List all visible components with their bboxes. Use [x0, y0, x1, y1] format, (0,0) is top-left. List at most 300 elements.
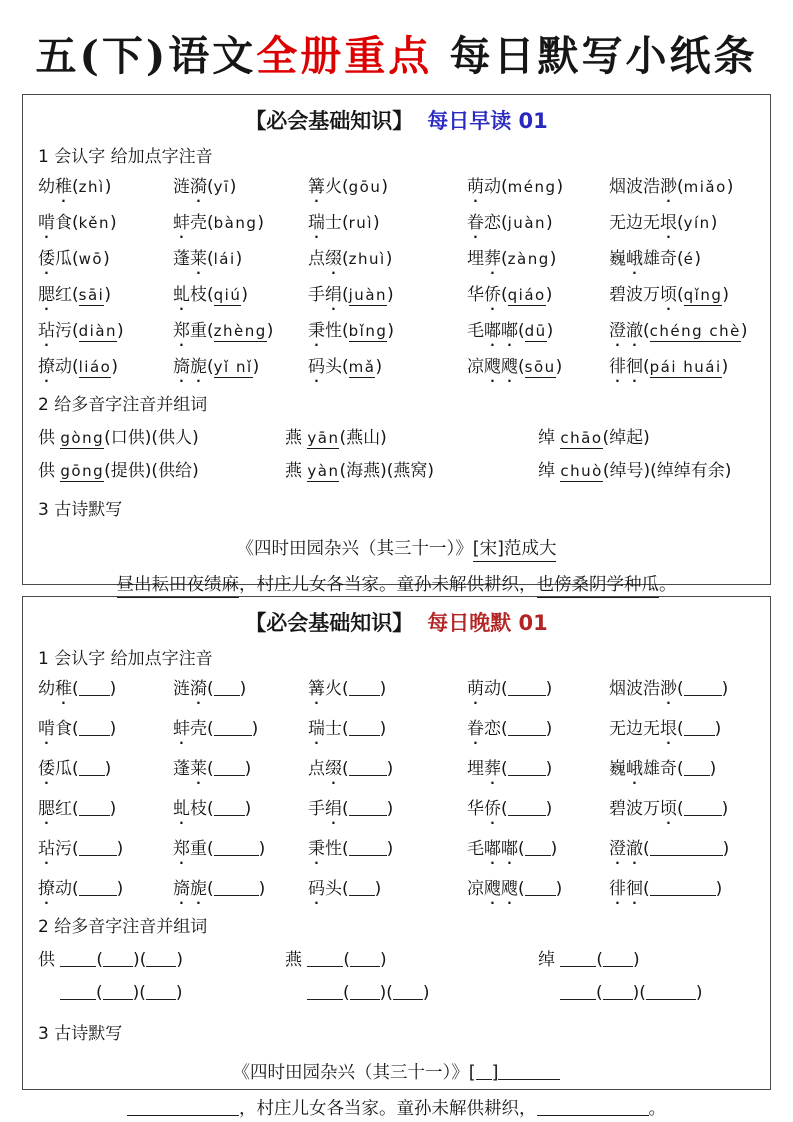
word-text: [308, 799, 342, 819]
polyphone-word: 绰绰有余: [656, 461, 725, 482]
dotted-char: 玷: [38, 838, 55, 859]
answer-blank: [684, 719, 715, 736]
pinyin-answer: zàng: [507, 249, 550, 268]
answer-blank: [525, 879, 556, 896]
char: 毛: [467, 838, 484, 859]
word-item: 澄澈(chéng chè): [609, 320, 748, 341]
dotted-char: 澈: [626, 838, 643, 859]
dotted-char: 飕: [484, 878, 501, 899]
polyphone-word: 供人: [158, 428, 193, 449]
word-text: [38, 879, 72, 899]
char: 无: [643, 719, 660, 740]
char: 雄: [643, 248, 660, 269]
char: 红: [55, 284, 72, 305]
char: 埋: [467, 248, 484, 269]
dotted-char: 徘: [609, 356, 626, 377]
char: 恋: [484, 719, 501, 740]
word-item: 旖旎( ): [173, 878, 266, 899]
word-item: 倭瓜( ): [38, 758, 112, 779]
answer-blank: [214, 879, 259, 896]
poem-author-bracket-blank: [ ]: [468, 1062, 499, 1083]
pinyin-answer: miǎo: [683, 178, 727, 197]
word-item: 撩动(liáo): [38, 356, 118, 377]
pinyin-answer: é: [683, 249, 695, 268]
pinyin-answer: bàng: [213, 214, 258, 233]
polyphone-line: ( )( ): [285, 977, 538, 1010]
dotted-char: 垠: [660, 213, 677, 234]
answer-blank: [214, 839, 259, 856]
dotted-char: 稚: [55, 679, 72, 700]
polyphone-line: 绰 chāo(绰起): [538, 428, 650, 449]
answer-blank: [525, 839, 551, 856]
word-text: [467, 719, 501, 739]
pinyin-answer: kěn: [78, 214, 111, 233]
word-text: [467, 285, 501, 305]
dotted-char: 嘟: [501, 838, 518, 859]
answer-blank: [650, 879, 716, 896]
word-item: 毛嘟嘟( ): [467, 838, 558, 859]
pinyin-answer: liáo: [78, 357, 112, 376]
word-text: [609, 679, 677, 699]
word-text: [38, 357, 72, 377]
word-item: 碧波万顷( ): [609, 798, 729, 819]
word-item: 眷恋(juàn): [467, 213, 553, 234]
polyphone-line: 燕 yàn(海燕)(燕窝): [285, 461, 435, 482]
char: 枝: [190, 798, 207, 819]
polyphone-line: 燕 yān(燕山): [285, 428, 387, 449]
answer-blank: [146, 950, 176, 967]
word-text: [308, 719, 342, 739]
poem-phrase: 昼出耘田夜绩麻: [117, 575, 240, 598]
char: 恋: [484, 213, 501, 234]
char: 凉: [467, 356, 484, 377]
word-text: [38, 249, 72, 269]
char: 雄: [643, 758, 660, 779]
answer-blank: [349, 719, 380, 736]
word-item: 涟漪(yī): [173, 177, 237, 198]
word-text: [38, 839, 72, 859]
answer-blank: [349, 799, 387, 816]
word-text: [609, 213, 677, 233]
word-text: [609, 321, 643, 341]
answer-blank: [650, 839, 723, 856]
word-text: [173, 839, 207, 859]
pinyin-answer: wō: [78, 249, 104, 268]
char: 波: [626, 177, 643, 198]
word-item: 啃食(kěn): [38, 213, 117, 234]
word-item: 码头( ): [308, 878, 382, 899]
polyphone-word: 燕山: [346, 428, 381, 449]
morning-poem-line: 昼出耘田夜绩麻，村庄儿女各当家。童孙未解供耕织，也傍桑阴学种瓜。: [38, 569, 755, 602]
answer-blank: [684, 759, 710, 776]
evening-section2-label: 2 给多音字注音并组词: [38, 916, 208, 937]
char: 巍: [609, 248, 626, 269]
pinyin-answer: dū: [524, 321, 547, 340]
word-text: [308, 839, 342, 859]
polyphone-char: 燕: [285, 461, 308, 482]
dotted-char: 啃: [38, 213, 55, 234]
char: 奇: [660, 758, 677, 779]
dotted-char: 漪: [190, 679, 207, 700]
word-item: 巍峨雄奇(é): [609, 248, 702, 269]
word-item: 玷污(diàn): [38, 320, 124, 341]
word-item: 萌动(méng): [467, 177, 564, 198]
word-item: 手绢(juàn): [308, 284, 394, 305]
word-text: [308, 679, 342, 699]
polyphone-char: 绰: [538, 461, 561, 482]
dotted-char: 漪: [190, 177, 207, 198]
char: 点: [308, 248, 325, 269]
dotted-char: 嘟: [484, 320, 501, 341]
word-item: 撩动( ): [38, 878, 124, 899]
char: 波: [626, 679, 643, 700]
dotted-char: 腮: [38, 284, 55, 305]
word-item: 秉性( ): [308, 838, 394, 859]
dotted-char: 萌: [467, 679, 484, 700]
word-text: [467, 679, 501, 699]
pinyin-answer: ruì: [348, 214, 373, 233]
word-item: 虬枝( ): [173, 798, 252, 819]
word-item: 毛嘟嘟(dū): [467, 320, 554, 341]
char: 奇: [660, 248, 677, 269]
dotted-char: 莱: [190, 248, 207, 269]
dotted-char: 篝: [308, 177, 325, 198]
answer-blank: [560, 950, 596, 967]
dotted-char: 缀: [325, 248, 342, 269]
word-item: 澄澈( ): [609, 838, 730, 859]
dotted-char: 倭: [38, 758, 55, 779]
char: 头: [325, 356, 342, 377]
answer-blank: [349, 879, 375, 896]
dotted-char: 峨: [626, 758, 643, 779]
word-text: [173, 879, 207, 899]
dotted-char: 秉: [308, 838, 325, 859]
polyphone-word: 提供: [110, 461, 145, 482]
pinyin-answer: zhuì: [348, 249, 386, 268]
answer-blank: [508, 799, 546, 816]
word-item: 秉性(bǐng): [308, 320, 394, 341]
morning-section3-label: 3 古诗默写: [38, 500, 123, 521]
char: 壳: [190, 213, 207, 234]
polyphone-word: 燕窝: [393, 461, 428, 482]
pinyin-answer: zhì: [78, 178, 105, 197]
page-title: [0, 0, 793, 81]
answer-blank: [127, 1099, 239, 1117]
word-item: 手绢( ): [308, 798, 394, 819]
word-item: 幼稚( ): [38, 679, 117, 700]
word-item: 华侨( ): [467, 798, 553, 819]
char: 火: [325, 177, 342, 198]
word-item: 徘徊(pái huái): [609, 356, 729, 377]
word-item: 点缀( ): [308, 758, 394, 779]
char: 波: [626, 284, 643, 305]
pinyin-answer: pái huái: [649, 357, 722, 376]
poem-title-text: 《四时田园杂兴（其三十一）》: [232, 1062, 469, 1083]
word-text: [173, 213, 207, 233]
char: 动: [55, 356, 72, 377]
evening-polyphone-grid: [38, 944, 755, 1010]
word-item: 无边无垠(yín): [609, 213, 718, 234]
dotted-char: 腮: [38, 798, 55, 819]
char: 性: [325, 320, 342, 341]
dotted-char: 渺: [660, 679, 677, 700]
word-item: 腮红(sāi): [38, 284, 111, 305]
page-title-part2: 每日默写小纸条: [432, 32, 758, 80]
word-text: [609, 285, 677, 305]
word-text: [609, 357, 643, 377]
word-text: [308, 285, 342, 305]
word-item: 倭瓜(wō): [38, 248, 110, 269]
polyphone-word: 绰起: [609, 428, 644, 449]
char: 壳: [190, 719, 207, 740]
char: 食: [55, 719, 72, 740]
dotted-char: 眷: [467, 719, 484, 740]
word-text: [467, 177, 501, 197]
word-item: 碧波万顷(qǐng): [609, 284, 729, 305]
dotted-char: 嘟: [484, 838, 501, 859]
word-item: 眷恋( ): [467, 719, 553, 740]
word-text: [173, 799, 207, 819]
word-text: [38, 719, 72, 739]
answer-blank: [103, 950, 133, 967]
dotted-char: 飕: [484, 356, 501, 377]
pinyin-answer: yī: [213, 178, 230, 197]
dotted-char: 瑞: [308, 719, 325, 740]
char: 重: [190, 320, 207, 341]
dotted-char: 虬: [173, 284, 190, 305]
word-item: 徘徊( ): [609, 878, 723, 899]
polyphone-pinyin: yān: [307, 429, 340, 448]
dotted-char: 郑: [173, 838, 190, 859]
polyphone-item: [538, 944, 755, 1010]
header-bracket: 【必会基础知识】: [245, 109, 414, 134]
evening-box-header: [38, 609, 755, 638]
char: 华: [467, 798, 484, 819]
answer-blank: [307, 983, 343, 1000]
pinyin-answer: yǐ nǐ: [213, 357, 253, 376]
polyphone-char: 绰: [538, 950, 561, 971]
word-text: [609, 177, 677, 197]
dotted-char: 撩: [38, 356, 55, 377]
evening-section3-label: 3 古诗默写: [38, 1024, 123, 1045]
answer-blank: [646, 983, 696, 1000]
char: 边: [626, 213, 643, 234]
char: 重: [190, 838, 207, 859]
dotted-char: 顷: [660, 284, 677, 305]
word-text: [609, 759, 677, 779]
morning-box: [22, 94, 771, 596]
word-text: [609, 719, 677, 739]
word-item: 郑重( ): [173, 838, 266, 859]
answer-blank: [307, 950, 343, 967]
polyphone-item: [285, 422, 538, 488]
pinyin-answer: mǎ: [348, 357, 376, 376]
char: 污: [55, 320, 72, 341]
char: 动: [484, 679, 501, 700]
morning-poem-title: [38, 534, 755, 566]
dotted-char: 渺: [660, 177, 677, 198]
evening-session-label: 每日晚默 01: [427, 611, 548, 636]
word-item: 腮红( ): [38, 798, 117, 819]
polyphone-item: [38, 944, 285, 1010]
dotted-char: 瑞: [308, 213, 325, 234]
evening-poem-title: [38, 1058, 755, 1090]
header-bracket: 【必会基础知识】: [245, 611, 414, 636]
polyphone-line: ( )( ): [538, 977, 755, 1010]
word-item: 瑞士( ): [308, 719, 387, 740]
pinyin-answer: sōu: [524, 357, 556, 376]
polyphone-pinyin: yàn: [307, 462, 340, 481]
dotted-char: 徊: [626, 878, 643, 899]
answer-blank: [60, 950, 96, 967]
dotted-char: 啃: [38, 719, 55, 740]
char: 动: [484, 177, 501, 198]
char: 无: [609, 719, 626, 740]
polyphone-pinyin: gòng: [60, 429, 105, 448]
answer-blank: [684, 799, 722, 816]
dotted-char: 码: [308, 878, 325, 899]
polyphone-char: 绰: [538, 428, 561, 449]
answer-blank: [79, 679, 110, 696]
word-text: [609, 879, 643, 899]
word-text: [173, 759, 207, 779]
char: 幼: [38, 679, 55, 700]
polyphone-item: [38, 422, 285, 488]
char: 幼: [38, 177, 55, 198]
polyphone-pinyin: chāo: [560, 429, 603, 448]
char: 手: [308, 284, 325, 305]
word-item: 凉飕飕( ): [467, 878, 563, 899]
polyphone-line: 绰 chuò(绰号)(绰绰有余): [538, 461, 732, 482]
dotted-char: 眷: [467, 213, 484, 234]
word-text: [38, 679, 72, 699]
evening-section1-label: 1 会认字 给加点字注音: [38, 648, 213, 669]
polyphone-pinyin: gōng: [60, 462, 105, 481]
evening-box: [22, 596, 771, 1120]
answer-blank: [349, 759, 387, 776]
dotted-char: 旎: [190, 356, 207, 377]
dotted-char: 秉: [308, 320, 325, 341]
answer-blank: [60, 983, 96, 1000]
morning-session-label: 每日早读 01: [427, 109, 548, 134]
answer-blank: [146, 983, 176, 1000]
char: 凉: [467, 878, 484, 899]
polyphone-line: 供 ( )( ): [38, 950, 183, 971]
polyphone-char: 供: [38, 950, 61, 971]
word-item: 华侨(qiáo): [467, 284, 553, 305]
dotted-char: 顷: [660, 798, 677, 819]
word-item: 涟漪( ): [173, 679, 247, 700]
char: 动: [55, 878, 72, 899]
polyphone-line: 燕 ( ): [285, 950, 387, 971]
polyphone-item: [538, 422, 755, 488]
dotted-char: 萌: [467, 177, 484, 198]
polyphone-word: 口供: [110, 428, 145, 449]
word-text: [173, 357, 207, 377]
morning-section2-label: 2 给多音字注音并组词: [38, 394, 208, 415]
pinyin-answer: yín: [683, 214, 711, 233]
polyphone-char: 供: [38, 428, 61, 449]
dotted-char: 玷: [38, 320, 55, 341]
char: 无: [609, 213, 626, 234]
word-item: 凉飕飕(sōu): [467, 356, 563, 377]
answer-blank: [350, 950, 380, 967]
dotted-char: 澈: [626, 320, 643, 341]
pinyin-answer: lái: [213, 249, 236, 268]
dotted-char: 缀: [325, 758, 342, 779]
dotted-char: 篝: [308, 679, 325, 700]
word-text: [38, 321, 72, 341]
word-item: 萌动( ): [467, 679, 553, 700]
answer-blank: [79, 879, 117, 896]
pinyin-answer: méng: [507, 178, 557, 197]
pinyin-answer: chéng chè: [649, 321, 741, 340]
page-title-part1: 五(下)语文: [35, 32, 257, 80]
word-text: [308, 177, 342, 197]
word-text: [609, 249, 677, 269]
char: 食: [55, 213, 72, 234]
poem-title-text: 《四时田园杂兴（其三十一）》: [236, 538, 473, 559]
pinyin-answer: diàn: [78, 321, 118, 340]
word-text: [308, 213, 342, 233]
pinyin-answer: qiáo: [507, 285, 546, 304]
word-item: 瑞士(ruì): [308, 213, 380, 234]
polyphone-word: 海燕: [346, 461, 381, 482]
dotted-char: 侨: [484, 798, 501, 819]
answer-blank: [508, 759, 546, 776]
pinyin-answer: qiú: [213, 285, 242, 304]
char: 火: [325, 679, 342, 700]
dotted-char: 澄: [609, 838, 626, 859]
dotted-char: 嘟: [501, 320, 518, 341]
dotted-char: 葬: [484, 758, 501, 779]
word-item: 埋葬(zàng): [467, 248, 557, 269]
dotted-char: 蚌: [173, 213, 190, 234]
char: 巍: [609, 758, 626, 779]
char: 蓬: [173, 758, 190, 779]
dotted-char: 徊: [626, 356, 643, 377]
char: 瓜: [55, 248, 72, 269]
word-text: [467, 879, 518, 899]
pinyin-answer: gōu: [348, 178, 382, 197]
char: 毛: [467, 320, 484, 341]
char: 埋: [467, 758, 484, 779]
evening-poem-line: ，村庄儿女各当家。童孙未解供耕织， 。: [38, 1093, 755, 1122]
polyphone-char: 燕: [285, 428, 308, 449]
answer-blank: [214, 679, 240, 696]
word-text: [308, 249, 342, 269]
pinyin-answer: juàn: [507, 214, 547, 233]
poem-author: [宋]范成大: [473, 539, 557, 562]
dotted-char: 葬: [484, 248, 501, 269]
evening-word-grid: [38, 678, 755, 901]
char: 万: [643, 284, 660, 305]
word-item: 玷污( ): [38, 838, 124, 859]
word-text: [173, 249, 207, 269]
word-text: [467, 759, 501, 779]
word-text: [467, 249, 501, 269]
polyphone-line: ( )( ): [38, 977, 285, 1010]
polyphone-char: 供: [38, 461, 61, 482]
dotted-char: 郑: [173, 320, 190, 341]
word-text: [173, 285, 207, 305]
char: 士: [325, 719, 342, 740]
answer-blank: [79, 839, 117, 856]
answer-blank: [603, 950, 633, 967]
word-text: [173, 177, 207, 197]
answer-blank: [103, 983, 133, 1000]
word-text: [173, 679, 207, 699]
